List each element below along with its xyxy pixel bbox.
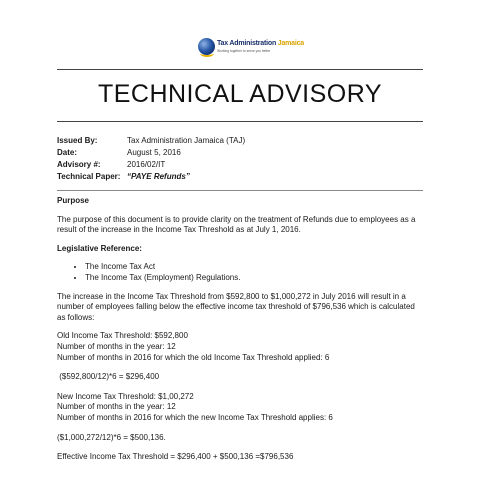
- purpose-heading: Purpose: [57, 196, 90, 205]
- legislative-list: [57, 262, 423, 283]
- new-calculation: ($1,000,272/12)*6 = $500,136.: [57, 432, 166, 442]
- list-item: • The Income Tax Act: [85, 262, 423, 273]
- old-threshold-line: Old Income Tax Threshold: $592,800: [57, 331, 188, 341]
- new-threshold-line: New Income Tax Threshold: $1,00,272: [57, 391, 194, 401]
- logo-name: Tax Administration Jamaica: [217, 40, 304, 47]
- meta-value: “PAYE Refunds”: [127, 172, 190, 181]
- meta-key: Advisory #:: [57, 160, 101, 169]
- meta-key: Date:: [57, 148, 78, 157]
- swoosh-icon: [200, 50, 214, 57]
- advisory-meta: [57, 135, 245, 183]
- taj-logo: [198, 38, 304, 66]
- logo-tagline: Working together to serve you better: [217, 49, 271, 53]
- meta-row-technical-paper: [57, 171, 245, 183]
- meta-row-issued-by: [57, 135, 245, 147]
- document-body: [57, 196, 423, 463]
- meta-key: Issued By:: [57, 136, 98, 145]
- intro-paragraph: The increase in the Income Tax Threshold from $592,800 to $1,000,272 in July 2016 will result in a number of employees falling below the effective income tax threshold of $796,536 which is calculated as follows:: [57, 291, 415, 322]
- old-months-year-line: Number of months in the year: 12: [57, 341, 176, 351]
- page-title: TECHNICAL ADVISORY: [97, 80, 383, 108]
- purpose-text: The purpose of this document is to provide clarity on the treatment of Refunds due to employees as a result of the increase in the Income Tax Threshold as at July 1, 2016.: [57, 214, 416, 235]
- list-item: • The Income Tax (Employment) Regulations.: [85, 273, 423, 284]
- old-calculation: ($592,800/12)*6 = $296,400: [57, 372, 160, 382]
- meta-value: 2016/02/IT: [127, 160, 166, 169]
- old-months-applied-line: Number of months in 2016 for which the old Income Tax Threshold applied: 6: [57, 352, 330, 362]
- meta-value: Tax Administration Jamaica (TAJ): [127, 136, 246, 145]
- new-months-year-line: Number of months in the year: 12: [57, 402, 176, 412]
- title-divider: [57, 121, 423, 122]
- meta-divider: [57, 190, 423, 191]
- effective-threshold-line: Effective Income Tax Threshold = $296,400 + $500,136 =$796,536: [57, 452, 294, 462]
- meta-row-advisory-number: [57, 159, 245, 171]
- meta-row-date: [57, 147, 245, 159]
- meta-value: August 5, 2016: [127, 148, 181, 157]
- new-months-applied-line: Number of months in 2016 for which the new Income Tax Threshold applies: 6: [57, 412, 333, 422]
- legislative-heading: Legislative Reference:: [57, 243, 142, 253]
- top-divider: [57, 69, 423, 70]
- meta-key: Technical Paper:: [57, 172, 121, 181]
